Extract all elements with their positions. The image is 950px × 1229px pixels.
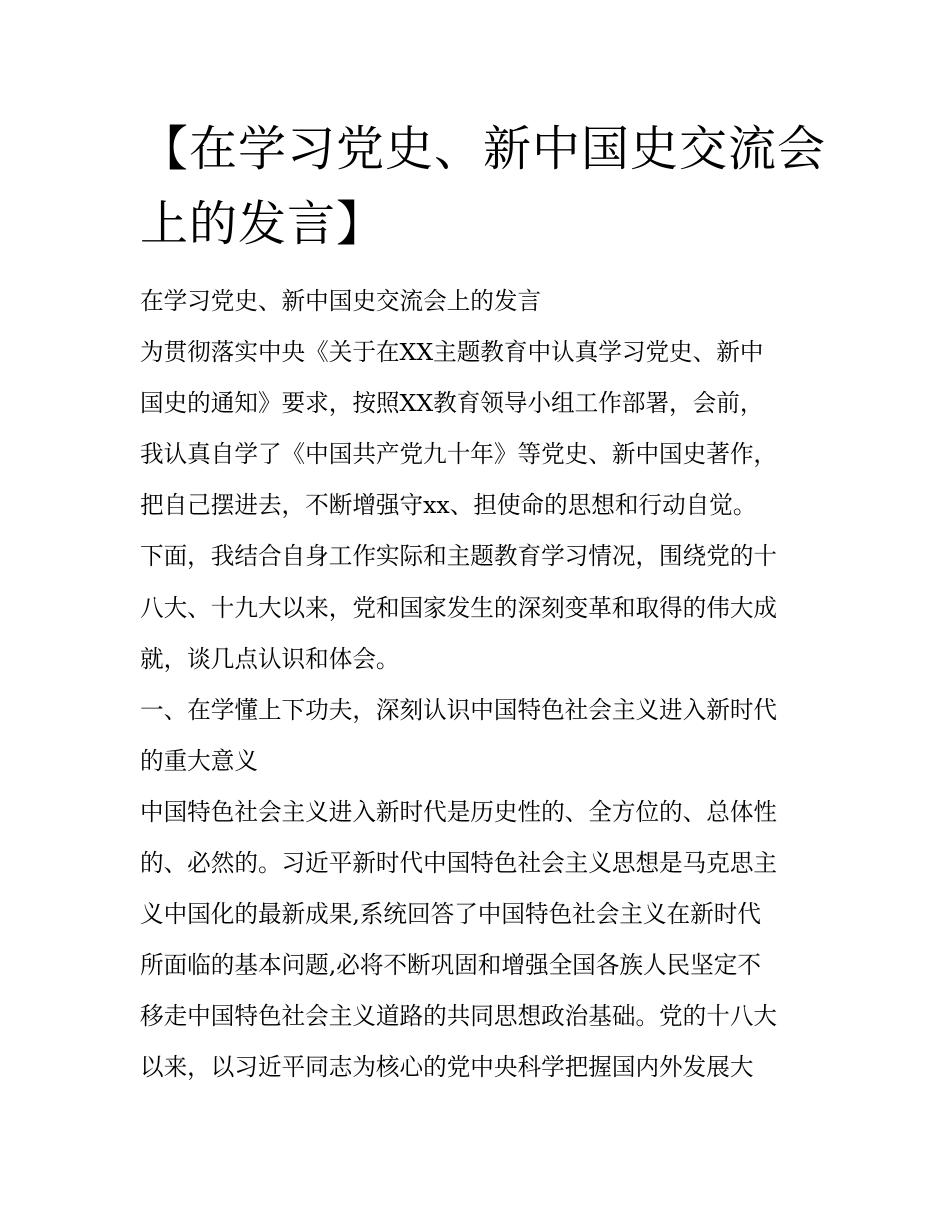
body-line: 移走中国特色社会主义道路的共同思想政治基础。党的十八大 [140,1002,778,1031]
body-line: 为贯彻落实中央《关于在XX主题教育中认真学习党史、新中 [140,338,764,367]
body-line: 八大、十九大以来，党和国家发生的深刻变革和取得的伟大成 [140,593,778,622]
body-line: 在学习党史、新中国史交流会上的发言 [140,287,542,315]
body-line: 中国特色社会主义进入新时代是历史性的、全方位的、总体性 [140,797,778,826]
body-line: 的、必然的。习近平新时代中国特色社会主义思想是马克思主 [140,849,778,878]
body-line: 我认真自学了《中国共产党九十年》等党史、新中国史著作， [140,440,778,469]
body-line: 把自己摆进去，不断增强守xx、担使命的思想和行动自觉。 [140,491,757,520]
section-heading-line: 一、在学懂上下功夫，深刻认识中国特色社会主义进入新时代 [140,695,778,724]
body-line: 下面，我结合自身工作实际和主题教育学习情况，围绕党的十 [140,542,778,571]
body-line: 义中国化的最新成果,系统回答了中国特色社会主义在新时代 [140,900,761,929]
section-heading-line: 的重大意义 [140,746,258,775]
body-line: 以来，以习近平同志为核心的党中央科学把握国内外发展大 [140,1053,754,1082]
body-line: 国史的通知》要求，按照XX教育领导小组工作部署，会前， [140,389,764,418]
document-title: 【在学习党史、新中国史交流会上的发言】 [140,121,827,252]
body-line: 就，谈几点认识和体会。 [140,644,400,673]
document-body [140,282,830,1100]
body-line: 所面临的基本问题,必将不断巩固和增强全国各族人民坚定不 [140,951,761,980]
